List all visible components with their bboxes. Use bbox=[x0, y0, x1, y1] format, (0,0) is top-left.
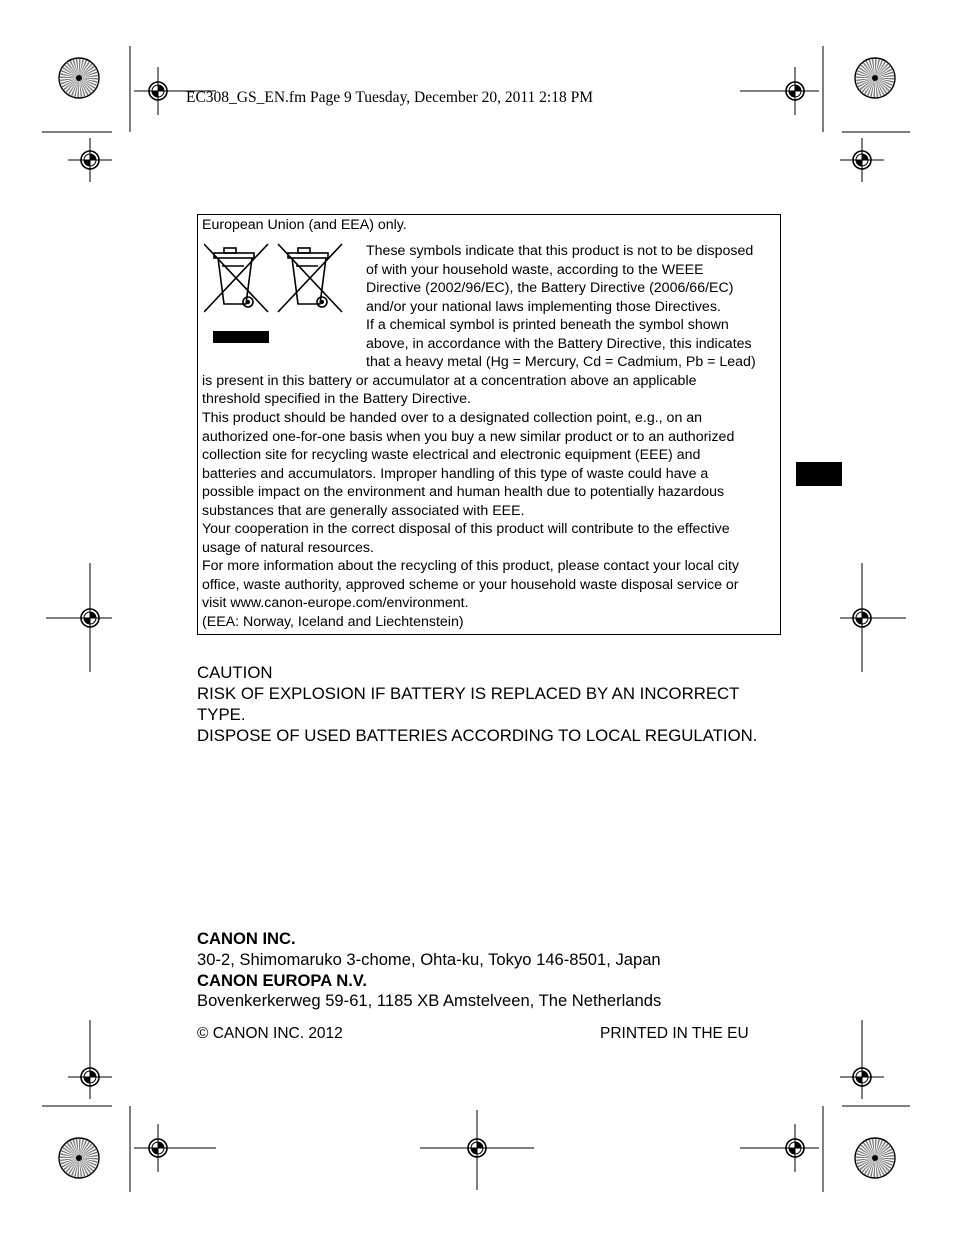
canon-europa-name: CANON EUROPA N.V. bbox=[197, 971, 367, 990]
registration-mark-icon bbox=[771, 67, 819, 115]
registration-mark-icon bbox=[771, 1124, 819, 1172]
canon-inc-name: CANON INC. bbox=[197, 929, 296, 948]
caution-line: DISPOSE OF USED BATTERIES ACCORDING TO LOCAL REGULATION. bbox=[197, 726, 758, 745]
eu-notice-line: is present in this battery or accumulator at a concentration above an applicable bbox=[202, 372, 697, 389]
eu-notice-line: These symbols indicate that this product is not to be disposed bbox=[366, 243, 754, 259]
eu-notice-line: possible impact on the environment and human health due to potentially hazardous bbox=[202, 484, 725, 501]
eu-notice-line: of with your household waste, according to the WEEE bbox=[366, 261, 704, 278]
eu-notice-line: For more information about the recycling of this product, please contact your local city bbox=[202, 558, 740, 575]
registration-mark-icon bbox=[68, 1055, 112, 1099]
bin-underline-bar bbox=[213, 331, 269, 343]
eu-notice-line: If a chemical symbol is printed beneath the symbol shown bbox=[366, 317, 729, 334]
eu-notice-line: threshold specified in the Battery Directive. bbox=[202, 391, 471, 408]
eu-notice-line: visit www.canon-europe.com/environment. bbox=[202, 595, 469, 612]
eu-notice-line: collection site for recycling waste electrical and electronic equipment (EEE) and bbox=[202, 447, 701, 464]
printed-in-text: PRINTED IN THE EU bbox=[600, 1025, 749, 1042]
caution-line: TYPE. bbox=[197, 705, 246, 724]
eu-notice-heading: European Union (and EEA) only. bbox=[202, 217, 407, 233]
eu-notice-line: above, in accordance with the Battery Directive, this indicates bbox=[366, 335, 752, 352]
eu-notice-line: (EEA: Norway, Iceland and Liechtenstein) bbox=[202, 614, 464, 630]
canon-europa-address: Bovenkerkerweg 59-61, 1185 XB Amstelveen, The Netherlands bbox=[197, 991, 662, 1010]
canon-inc-address: 30-2, Shimomaruko 3-chome, Ohta-ku, Tokyo 146-8501, Japan bbox=[197, 950, 661, 969]
registration-mark-icon bbox=[134, 1124, 182, 1172]
eu-notice-line: Your cooperation in the correct disposal of this product will contribute to the effective bbox=[202, 521, 730, 538]
starburst-registration-icon bbox=[59, 58, 99, 98]
eu-notice-line: Directive (2002/96/EC), the Battery Directive (2006/66/EC) bbox=[366, 280, 734, 297]
eu-notice-line: batteries and accumulators. Improper handling of this type of waste could have a bbox=[202, 465, 709, 482]
caution-line: RISK OF EXPLOSION IF BATTERY IS REPLACED BY AN INCORRECT bbox=[197, 684, 740, 703]
eu-disposal-notice bbox=[197, 214, 781, 635]
registration-mark-icon bbox=[68, 596, 112, 640]
eu-notice-line: office, waste authority, approved scheme or your household waste disposal service or bbox=[202, 576, 739, 593]
eu-notice-line: usage of natural resources. bbox=[202, 539, 374, 556]
eu-notice-line: This product should be handed over to a designated collection point, e.g., on an bbox=[202, 409, 703, 426]
registration-mark-icon bbox=[840, 1055, 884, 1099]
file-info-header: EC308_GS_EN.fm Page 9 Tuesday, December 20, 2011 2:18 PM bbox=[186, 89, 593, 106]
eu-notice-line: that a heavy metal (Hg = Mercury, Cd = Cadmium, Pb = Lead) bbox=[366, 354, 756, 371]
registration-mark-icon bbox=[134, 67, 182, 115]
caution-heading: CAUTION bbox=[197, 663, 273, 682]
starburst-registration-icon bbox=[855, 58, 895, 98]
crossed-out-wheeled-bin-icon bbox=[204, 244, 268, 312]
starburst-registration-icon bbox=[855, 1138, 895, 1178]
language-tab-marker bbox=[796, 462, 842, 486]
registration-mark-icon bbox=[840, 596, 884, 640]
registration-mark-icon bbox=[68, 138, 112, 182]
starburst-registration-icon bbox=[59, 1138, 99, 1178]
eu-notice-line: and/or your national laws implementing those Directives. bbox=[366, 298, 721, 315]
crossed-out-wheeled-bin-icon bbox=[278, 244, 342, 312]
eu-notice-line: authorized one-for-one basis when you buy a new similar product or to an authorized bbox=[202, 428, 735, 445]
eu-notice-line: substances that are generally associated with EEE. bbox=[202, 502, 525, 519]
registration-mark-icon bbox=[453, 1124, 501, 1172]
weee-symbols bbox=[204, 242, 354, 346]
copyright-text: © CANON INC. 2012 bbox=[197, 1025, 343, 1042]
registration-mark-icon bbox=[840, 138, 884, 182]
